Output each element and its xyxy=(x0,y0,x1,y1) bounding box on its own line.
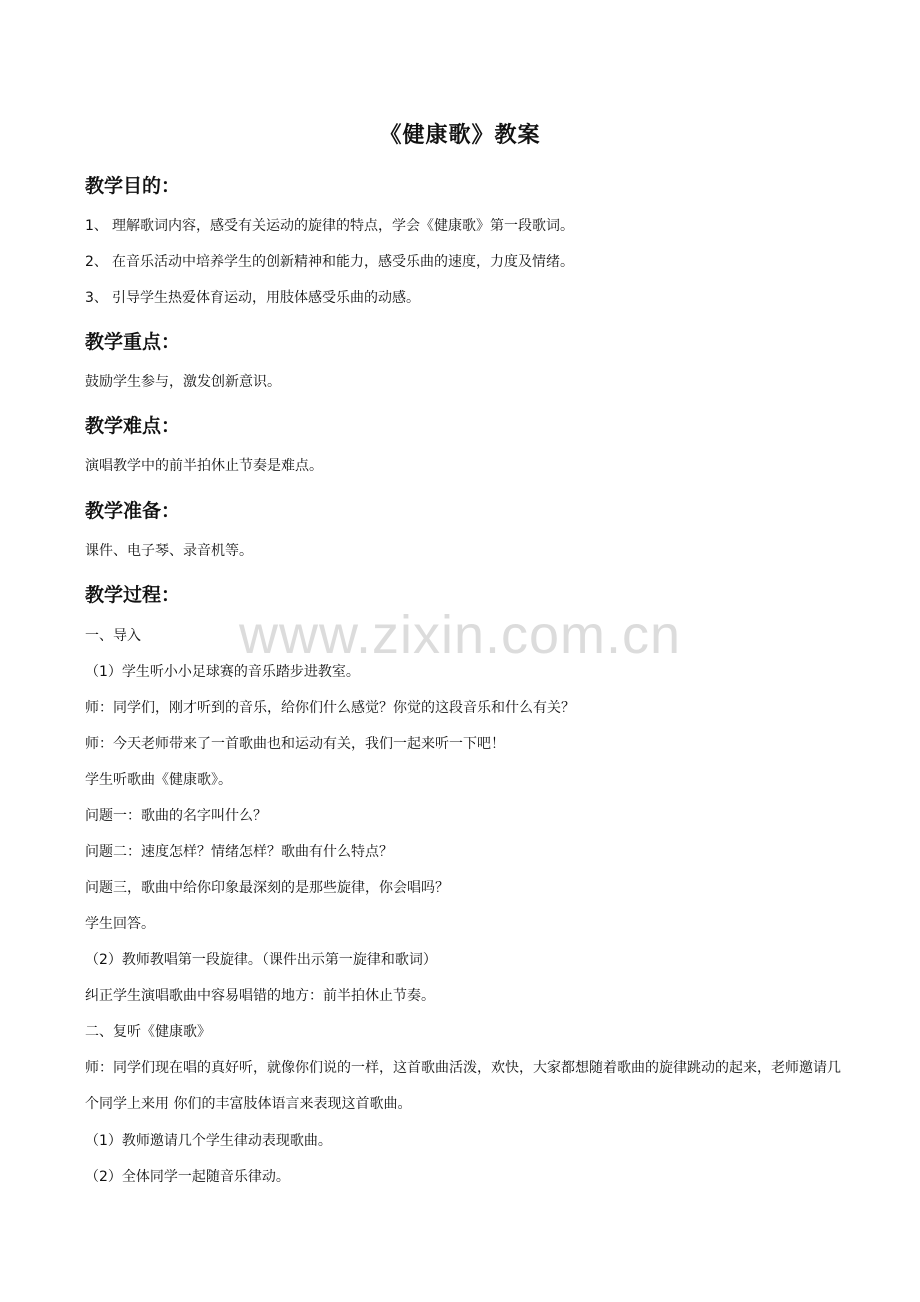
objective-text: 引导学生热爱体育运动，用肢体感受乐曲的动感。 xyxy=(112,290,420,306)
process-paragraph: 师：同学们现在唱的真好听，就像你们说的一样，这首歌曲活泼，欢快，大家都想随着歌曲的旋律跳动的起来，老师邀请几个同学上来用 你们的丰富肢体语言来表现这首歌曲。 xyxy=(85,1060,841,1112)
process-line: 问题二：速度怎样？情绪怎样？歌曲有什么特点？ xyxy=(85,844,393,860)
objective-item xyxy=(85,251,845,273)
process-line: 学生听歌曲《健康歌》。 xyxy=(85,772,232,788)
key-points-text: 鼓励学生参与，激发创新意识。 xyxy=(85,374,281,390)
process-line: （1）学生听小小足球赛的音乐踏步进教室。 xyxy=(85,664,360,680)
objective-item xyxy=(85,287,845,309)
process-line: 二、复听《健康歌》 xyxy=(85,1024,211,1040)
difficulties-text: 演唱教学中的前半拍休止节奏是难点。 xyxy=(85,458,323,474)
objective-number: 2、 xyxy=(85,254,108,270)
preparation-text: 课件、电子琴、录音机等。 xyxy=(85,543,253,559)
objective-item xyxy=(85,215,845,237)
process-line: （2）教师教唱第一段旋律。（课件出示第一旋律和歌词） xyxy=(85,952,437,968)
preparation-heading: 教学准备： xyxy=(85,500,181,522)
process-line: 学生回答。 xyxy=(85,916,155,932)
process-line: 问题三，歌曲中给你印象最深刻的是那些旋律，你会唱吗？ xyxy=(85,880,449,896)
process-line: 师：同学们，刚才听到的音乐，给你们什么感觉？你觉的这段音乐和什么有关？ xyxy=(85,700,575,716)
key-points-heading: 教学重点： xyxy=(85,331,181,353)
process-line: 一、导入 xyxy=(85,628,141,644)
objective-text: 理解歌词内容，感受有关运动的旋律的特点，学会《健康歌》第一段歌词。 xyxy=(112,218,574,234)
process-line: 问题一：歌曲的名字叫什么？ xyxy=(85,808,267,824)
process-line: 纠正学生演唱歌曲中容易唱错的地方：前半拍休止节奏。 xyxy=(85,988,435,1004)
difficulties-heading: 教学难点： xyxy=(85,415,181,437)
process-line: （2）全体同学一起随音乐律动。 xyxy=(85,1169,290,1185)
objectives-heading: 教学目的： xyxy=(85,175,181,197)
process-heading: 教学过程： xyxy=(85,584,181,606)
watermark: www.zixin.com.cn xyxy=(238,605,682,665)
objective-number: 3、 xyxy=(85,290,108,306)
process-line: （1）教师邀请几个学生律动表现歌曲。 xyxy=(85,1133,332,1149)
objective-number: 1、 xyxy=(85,218,108,234)
objective-text: 在音乐活动中培养学生的创新精神和能力，感受乐曲的速度，力度及情绪。 xyxy=(112,254,574,270)
process-line: 师：今天老师带来了一首歌曲也和运动有关，我们一起来听一下吧！ xyxy=(85,736,505,752)
document-title: 《健康歌》教案 xyxy=(379,123,541,148)
